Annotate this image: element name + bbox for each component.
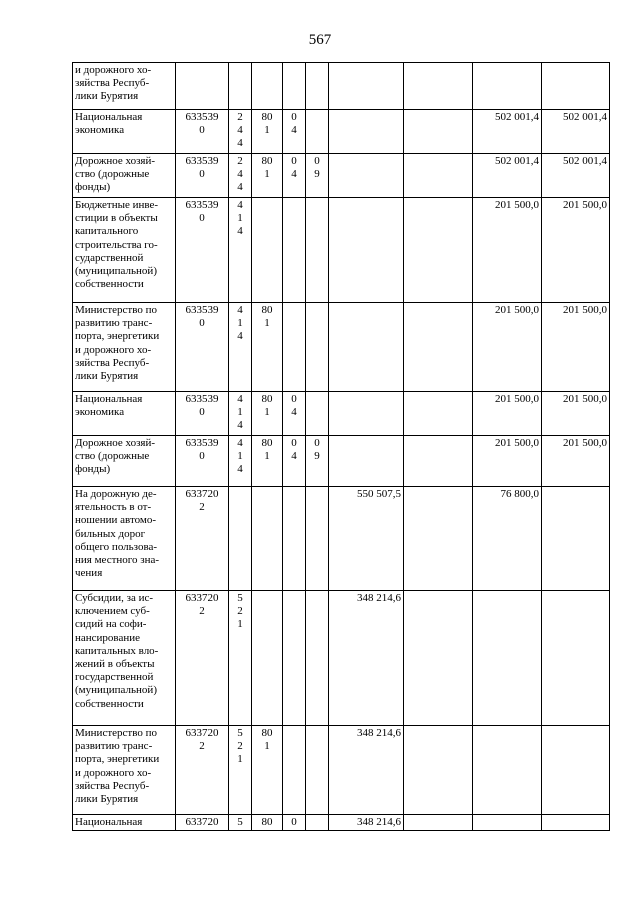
table-row xyxy=(73,154,610,198)
row-name: Национальная экономика xyxy=(73,110,176,154)
amount-1: 348 214,6 xyxy=(329,591,404,726)
code-part-4 xyxy=(306,726,329,815)
code-part-4 xyxy=(306,63,329,110)
table-row xyxy=(73,392,610,436)
table-row xyxy=(73,303,610,392)
target-code: 633539 0 xyxy=(176,303,229,392)
amount-2 xyxy=(404,487,473,591)
target-code: 633720 xyxy=(176,815,229,831)
amount-3 xyxy=(473,63,542,110)
table-row xyxy=(73,436,610,487)
amount-2 xyxy=(404,154,473,198)
row-name: Бюджетные инве- стиции в объекты капитального строительства го- сударственной (муниципальной) собственности xyxy=(73,198,176,303)
amount-3: 201 500,0 xyxy=(473,198,542,303)
code-part-4 xyxy=(306,392,329,436)
amount-1 xyxy=(329,154,404,198)
code-part-4 xyxy=(306,591,329,726)
table-row xyxy=(73,198,610,303)
code-part-3 xyxy=(283,63,306,110)
target-code xyxy=(176,63,229,110)
table-row xyxy=(73,63,610,110)
code-part-1: 5 2 1 xyxy=(229,591,252,726)
amount-4: 201 500,0 xyxy=(542,198,610,303)
amount-2 xyxy=(404,726,473,815)
amount-4: 201 500,0 xyxy=(542,392,610,436)
code-part-1: 4 1 4 xyxy=(229,303,252,392)
code-part-3: 0 xyxy=(283,815,306,831)
amount-3 xyxy=(473,726,542,815)
amount-1 xyxy=(329,436,404,487)
amount-2 xyxy=(404,198,473,303)
code-part-2 xyxy=(252,487,283,591)
code-part-1: 2 4 4 xyxy=(229,154,252,198)
table-row xyxy=(73,487,610,591)
amount-4: 201 500,0 xyxy=(542,436,610,487)
code-part-1: 4 1 4 xyxy=(229,198,252,303)
amount-2 xyxy=(404,392,473,436)
amount-1: 348 214,6 xyxy=(329,815,404,831)
code-part-4 xyxy=(306,487,329,591)
row-name: Дорожное хозяй- ство (дорожные фонды) xyxy=(73,436,176,487)
code-part-1 xyxy=(229,487,252,591)
code-part-4: 0 9 xyxy=(306,154,329,198)
amount-2 xyxy=(404,110,473,154)
row-name: Национальная экономика xyxy=(73,392,176,436)
row-name: Министерство по развитию транс- порта, энергетики и дорожного хо- зяйства Респуб- лики Бурятия xyxy=(73,726,176,815)
code-part-2: 80 1 xyxy=(252,303,283,392)
target-code: 633720 2 xyxy=(176,487,229,591)
amount-3: 201 500,0 xyxy=(473,303,542,392)
amount-2 xyxy=(404,591,473,726)
code-part-1: 2 4 4 xyxy=(229,110,252,154)
code-part-2: 80 1 xyxy=(252,436,283,487)
amount-1 xyxy=(329,392,404,436)
target-code: 633720 2 xyxy=(176,726,229,815)
code-part-4 xyxy=(306,110,329,154)
amount-4 xyxy=(542,815,610,831)
amount-3 xyxy=(473,591,542,726)
amount-1: 550 507,5 xyxy=(329,487,404,591)
code-part-3: 0 4 xyxy=(283,110,306,154)
row-name: Национальная xyxy=(73,815,176,831)
amount-1 xyxy=(329,110,404,154)
amount-4 xyxy=(542,591,610,726)
code-part-2: 80 1 xyxy=(252,726,283,815)
amount-3: 76 800,0 xyxy=(473,487,542,591)
code-part-2: 80 1 xyxy=(252,154,283,198)
code-part-2: 80 1 xyxy=(252,110,283,154)
code-part-4 xyxy=(306,303,329,392)
target-code: 633539 0 xyxy=(176,110,229,154)
amount-4: 502 001,4 xyxy=(542,154,610,198)
amount-3: 502 001,4 xyxy=(473,154,542,198)
code-part-2: 80 1 xyxy=(252,392,283,436)
target-code: 633539 0 xyxy=(176,436,229,487)
code-part-3 xyxy=(283,198,306,303)
amount-2 xyxy=(404,303,473,392)
code-part-3: 0 4 xyxy=(283,392,306,436)
code-part-1: 4 1 4 xyxy=(229,436,252,487)
code-part-3: 0 4 xyxy=(283,436,306,487)
amount-4 xyxy=(542,63,610,110)
code-part-1: 5 xyxy=(229,815,252,831)
amount-2 xyxy=(404,815,473,831)
code-part-4: 0 9 xyxy=(306,436,329,487)
code-part-1: 4 1 4 xyxy=(229,392,252,436)
amount-3: 502 001,4 xyxy=(473,110,542,154)
amount-4: 502 001,4 xyxy=(542,110,610,154)
amount-1 xyxy=(329,303,404,392)
budget-table xyxy=(72,62,610,831)
row-name: и дорожного хо- зяйства Респуб- лики Бурятия xyxy=(73,63,176,110)
amount-4 xyxy=(542,487,610,591)
amount-4: 201 500,0 xyxy=(542,303,610,392)
amount-3: 201 500,0 xyxy=(473,392,542,436)
amount-1 xyxy=(329,63,404,110)
row-name: Министерство по развитию транс- порта, энергетики и дорожного хо- зяйства Респуб- лики Бурятия xyxy=(73,303,176,392)
target-code: 633539 0 xyxy=(176,198,229,303)
code-part-3 xyxy=(283,591,306,726)
amount-3: 201 500,0 xyxy=(473,436,542,487)
amount-2 xyxy=(404,63,473,110)
page-number: 567 xyxy=(308,32,332,48)
code-part-2 xyxy=(252,591,283,726)
table-row xyxy=(73,110,610,154)
amount-3 xyxy=(473,815,542,831)
amount-2 xyxy=(404,436,473,487)
code-part-1 xyxy=(229,63,252,110)
row-name: Дорожное хозяй- ство (дорожные фонды) xyxy=(73,154,176,198)
amount-1: 348 214,6 xyxy=(329,726,404,815)
code-part-1: 5 2 1 xyxy=(229,726,252,815)
code-part-3: 0 4 xyxy=(283,154,306,198)
code-part-3 xyxy=(283,726,306,815)
code-part-3 xyxy=(283,487,306,591)
amount-1 xyxy=(329,198,404,303)
code-part-4 xyxy=(306,815,329,831)
table-row xyxy=(73,726,610,815)
table-row xyxy=(73,815,610,831)
code-part-2 xyxy=(252,63,283,110)
code-part-3 xyxy=(283,303,306,392)
target-code: 633539 0 xyxy=(176,392,229,436)
code-part-4 xyxy=(306,198,329,303)
code-part-2 xyxy=(252,198,283,303)
amount-4 xyxy=(542,726,610,815)
row-name: Субсидии, за ис- ключением суб- сидий на софи- нансирование капитальных вло- жений в объекты государственной (муниципальной) собственности xyxy=(73,591,176,726)
table-row xyxy=(73,591,610,726)
code-part-2: 80 xyxy=(252,815,283,831)
target-code: 633720 2 xyxy=(176,591,229,726)
target-code: 633539 0 xyxy=(176,154,229,198)
row-name: На дорожную де- ятельность в от- ношении автомо- бильных дорог общего пользова- ния местного зна- чения xyxy=(73,487,176,591)
